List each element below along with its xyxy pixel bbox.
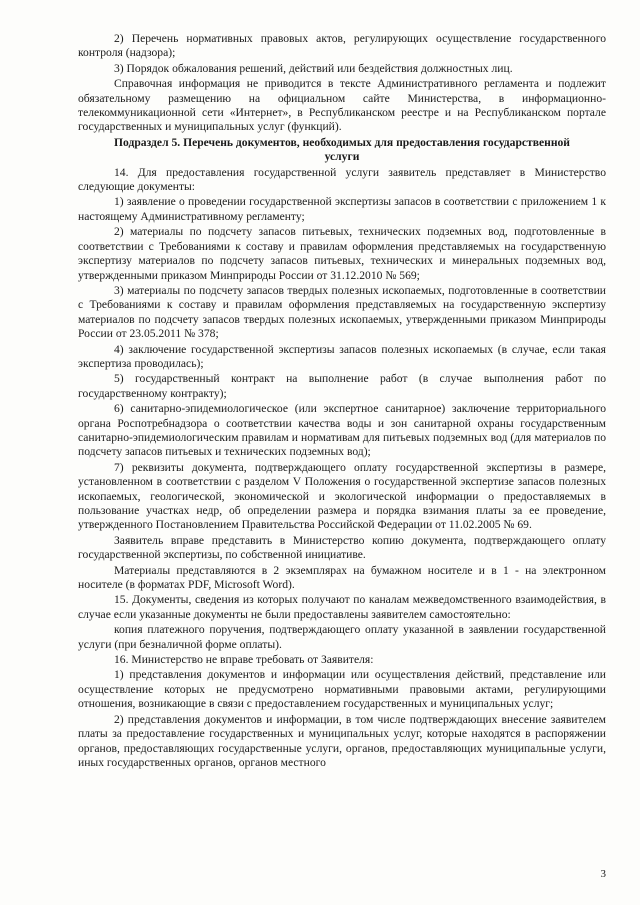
paragraph-14-item-6: 6) санитарно-эпидемиологическое (или экспертное санитарное) заключение территориального органа Роспотребнадзора о соответствии качества воды и зон санитарной охраны государственным санитарно-эпидемиологическим правилам и нормативам для питьевых подземных вод (для материалов по подсчету запасов питьевых и технических подземных вод); — [78, 402, 606, 459]
section-heading: Подраздел 5. Перечень документов, необходимых для предоставления государственной услуги — [114, 135, 570, 164]
paragraph-15: 15. Документы, сведения из которых получают по каналам межведомственного взаимодействия, в случае если указанные документы не были предоставлены заявителем самостоятельно: — [78, 593, 606, 621]
paragraph-16-item-1: 1) представления документов и информации или осуществления действий, представление или осуществление которых не предусмотрено нормативными правовыми актами, регулирующими отношения, возникающие в связи с предоставлением государственных и муниципальных услуг; — [78, 668, 606, 711]
paragraph-applicant-right: Заявитель вправе представить в Министерство копию документа, подтверждающего оплату государственной экспертизы, по собственной инициативе. — [78, 533, 606, 562]
paragraph-15-payment-copy: копия платежного поручения, подтверждающего оплату указанной в заявлении государственной услуги (при безналичной форме оплаты). — [78, 623, 606, 651]
paragraph-contents-2: 2) Перечень нормативных правовых актов, регулирующих осуществление государственного контроля (надзора); — [78, 32, 606, 60]
paragraph-14-item-3: 3) материалы по подсчету запасов твердых полезных ископаемых, подготовленные в соответствии с Требованиями к составу и правилам оформления представляемых на государственную экспертизу материалов по подсчету запасов твердых полезных ископаемых, утвержденными приказом Минприроды России от 23.05.2011 № 378; — [78, 283, 606, 341]
paragraph-14-item-4: 4) заключение государственной экспертизы запасов полезных ископаемых (в случае, если такая экспертиза проводилась); — [78, 342, 606, 370]
paragraph-14-item-2: 2) материалы по подсчету запасов питьевых, технических подземных вод, подготовленные в соответствии с Требованиями к составу и правилам оформления представляемых на государственную экспертизу материалов по подсчету запасов питьевых, технических и минеральных подземных вод, утвержденными приказом Минприроды России от 31.12.2010 № 569; — [78, 225, 606, 282]
page-number: 3 — [600, 868, 606, 880]
paragraph-16: 16. Министерство не вправе требовать от Заявителя: — [114, 653, 374, 667]
paragraph-14-item-1: 1) заявление о проведении государственной экспертизы запасов в соответствии с приложением 1 к настоящему Административному регламенту; — [78, 195, 606, 223]
paragraph-14-item-7: 7) реквизиты документа, подтверждающего оплату государственной экспертизы в размере, установленном в соответствии с разделом V Положения о государственной экспертизе запасов полезных ископаемых, геологической, экономической и экологической информации о предоставляемых в пользование участках недр, об определении размера и порядка взимания платы за ее проведение, утвержденного Постановлением Правительства Российской Федерации от 11.02.2005 № 69. — [78, 460, 606, 532]
paragraph-contents-3: 3) Порядок обжалования решений, действий или бездействия должностных лиц. — [114, 61, 513, 75]
paragraph-materials-copies: Материалы представляются в 2 экземплярах на бумажном носителе и в 1 - на электронном носителе (в форматах PDF, Microsoft Word). — [78, 563, 606, 592]
paragraph-14-item-5: 5) государственный контракт на выполнение работ (в случае выполнения работ по государственному контракту); — [78, 372, 606, 400]
paragraph-reference-info: Справочная информация не приводится в тексте Административного регламента и подлежит обязательному размещению на официальном сайте Министерства, в информационно-телекоммуникационной сети «Интернет», в Республиканском реестре и на Республиканском портале государственных и муниципальных услуг (функций). — [78, 77, 606, 134]
paragraph-14: 14. Для предоставления государственной услуги заявитель представляет в Министерство следующие документы: — [78, 165, 606, 194]
paragraph-16-item-2: 2) представления документов и информации, в том числе подтверждающих внесение заявителем платы за предоставление государственных и муниципальных услуг, которые находятся в распоряжении органов, предоставляющих государственные услуги, органов, предоставляющих муниципальные услуги, иных государственных органов, органов местного — [78, 712, 606, 769]
